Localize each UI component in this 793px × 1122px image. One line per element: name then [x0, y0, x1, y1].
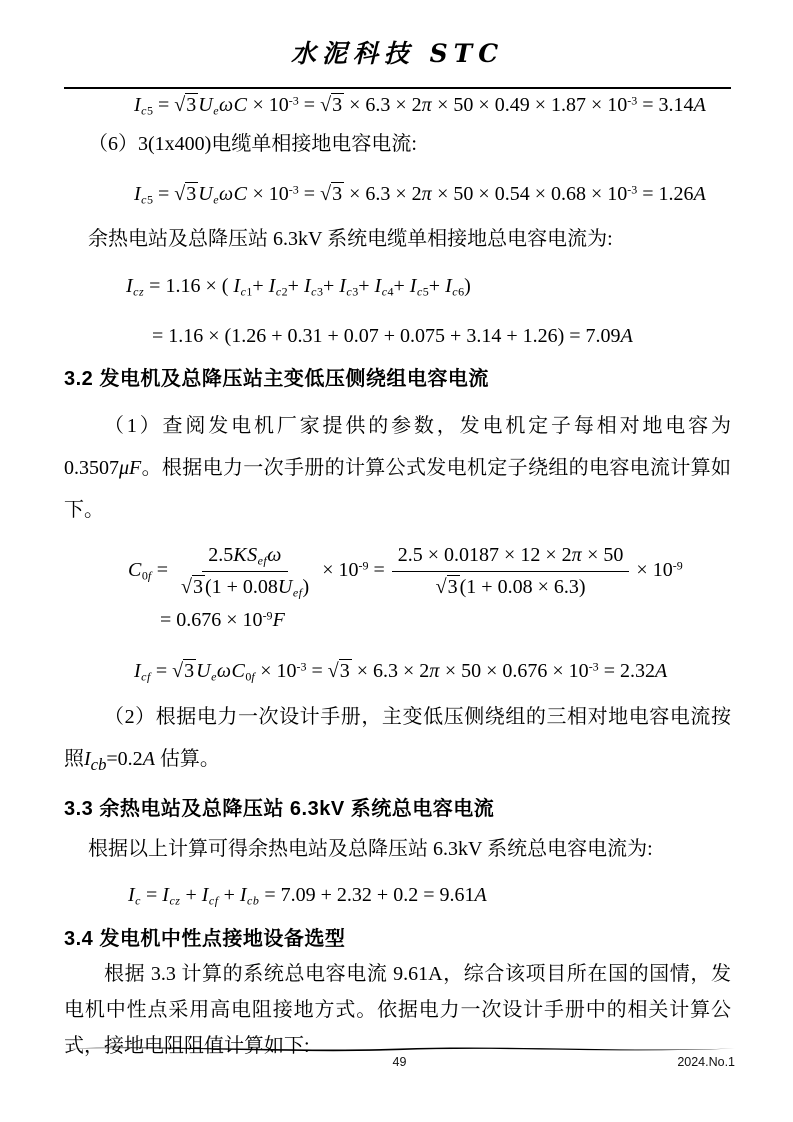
header-rule: [64, 87, 731, 89]
formula-ic-total: $I_c = I_{cz} + I_{cf} + I_{cb} = 7.09 + 2.32 + 0.2 = 9.61A$: [128, 884, 488, 908]
footer-row: [64, 1054, 735, 1071]
page-footer: [64, 1044, 735, 1071]
section-heading-3-3: 3.3 余热电站及总降压站 6.3kV 系统总电容电流: [64, 798, 495, 820]
para-cable-total: 余热电站及总降压站 6.3kV 系统电缆单相接地总电容电流为:: [88, 228, 613, 250]
formula-c0f: $C_{0f}$ = $\frac{2.5KS_{ef}\omega}{√3 (1 + 0.08U_{ef})}$ × $10^{-9}$ = $\frac{2.5 \times 0.0187 \times 12 \times 2\pi \times 50}{√3 (1 + 0.08 \times 6.3)}$ × $10^{-9}$: [128, 544, 683, 600]
formula-c0f-result: = $0.676 \times 10^{-9}F$: [160, 608, 286, 631]
formula-ic5-overhead: $I_{c5} = √3$ $U_e\omega C \times 10^{-3} = √3 \times 6.3 \times 2\pi \times 50 \times 0.49 \times 1.87 \times 10^{-3} = 3.14A$: [134, 93, 707, 118]
para-3-4: 根据 3.3 计算的系统总电容电流 9.61A，综合该项目所在国的国情，发电机中性点采用高电阻接地方式。依据电力一次设计手册中的相关计算公式，接地电阻阻值计算如下:: [64, 963, 731, 1057]
footer-decorative-bar: [64, 1044, 735, 1053]
section-heading-3-2: 3.2 发电机及总降压站主变低压侧绕组电容电流: [64, 368, 489, 390]
formula-icz-line2: = 1.16 × (1.26 + 0.31 + 0.07 + 0.075 + 3.14 + 1.26) = 7.09A: [152, 325, 634, 347]
formula-icz-line1: $I_{cz} = 1.16$ × ( $I_{c1}+ I_{c2}+ I_{c3}+ I_{c3}+ I_{c4}+ I_{c5}+ I_{c6}$): [126, 275, 471, 299]
para-3-2-2: （2）根据电力一次设计手册，主变低压侧绕组的三相对地电容电流按照$I_{cb}=0.2A$ 估算。: [64, 706, 731, 774]
journal-title: 水泥科技 STC: [290, 39, 505, 68]
issue-label: 2024.No.1: [677, 1055, 735, 1069]
para-3-2-1: （1）查阅发电机厂家提供的参数，发电机定子每相对地电容为 0.3507μF。根据电力一次手册的计算公式发电机定子绕组的电容电流计算如下。: [64, 415, 731, 521]
formula-icf: $I_{cf} = √3$ $U_e\omega C_{0f} \times 10^{-3} = √3 \times 6.3 \times 2\pi \times 50 \times 0.676 \times 10^{-3} = 2.32A$: [134, 659, 668, 684]
formula-ic5-cable: $I_{c5} = √3$ $U_e\omega C \times 10^{-3} = √3 \times 6.3 \times 2\pi \times 50 \times 0.54 \times 0.68 \times 10^{-3} = 1.26A$: [134, 182, 707, 207]
list-item-6: （6）3(1x400)电缆单相接地电容电流:: [88, 133, 417, 155]
page-number: 49: [392, 1055, 407, 1069]
section-heading-3-4: 3.4 发电机中性点接地设备选型: [64, 928, 346, 950]
para-3-3: 根据以上计算可得余热电站及总降压站 6.3kV 系统总电容电流为:: [88, 838, 653, 860]
